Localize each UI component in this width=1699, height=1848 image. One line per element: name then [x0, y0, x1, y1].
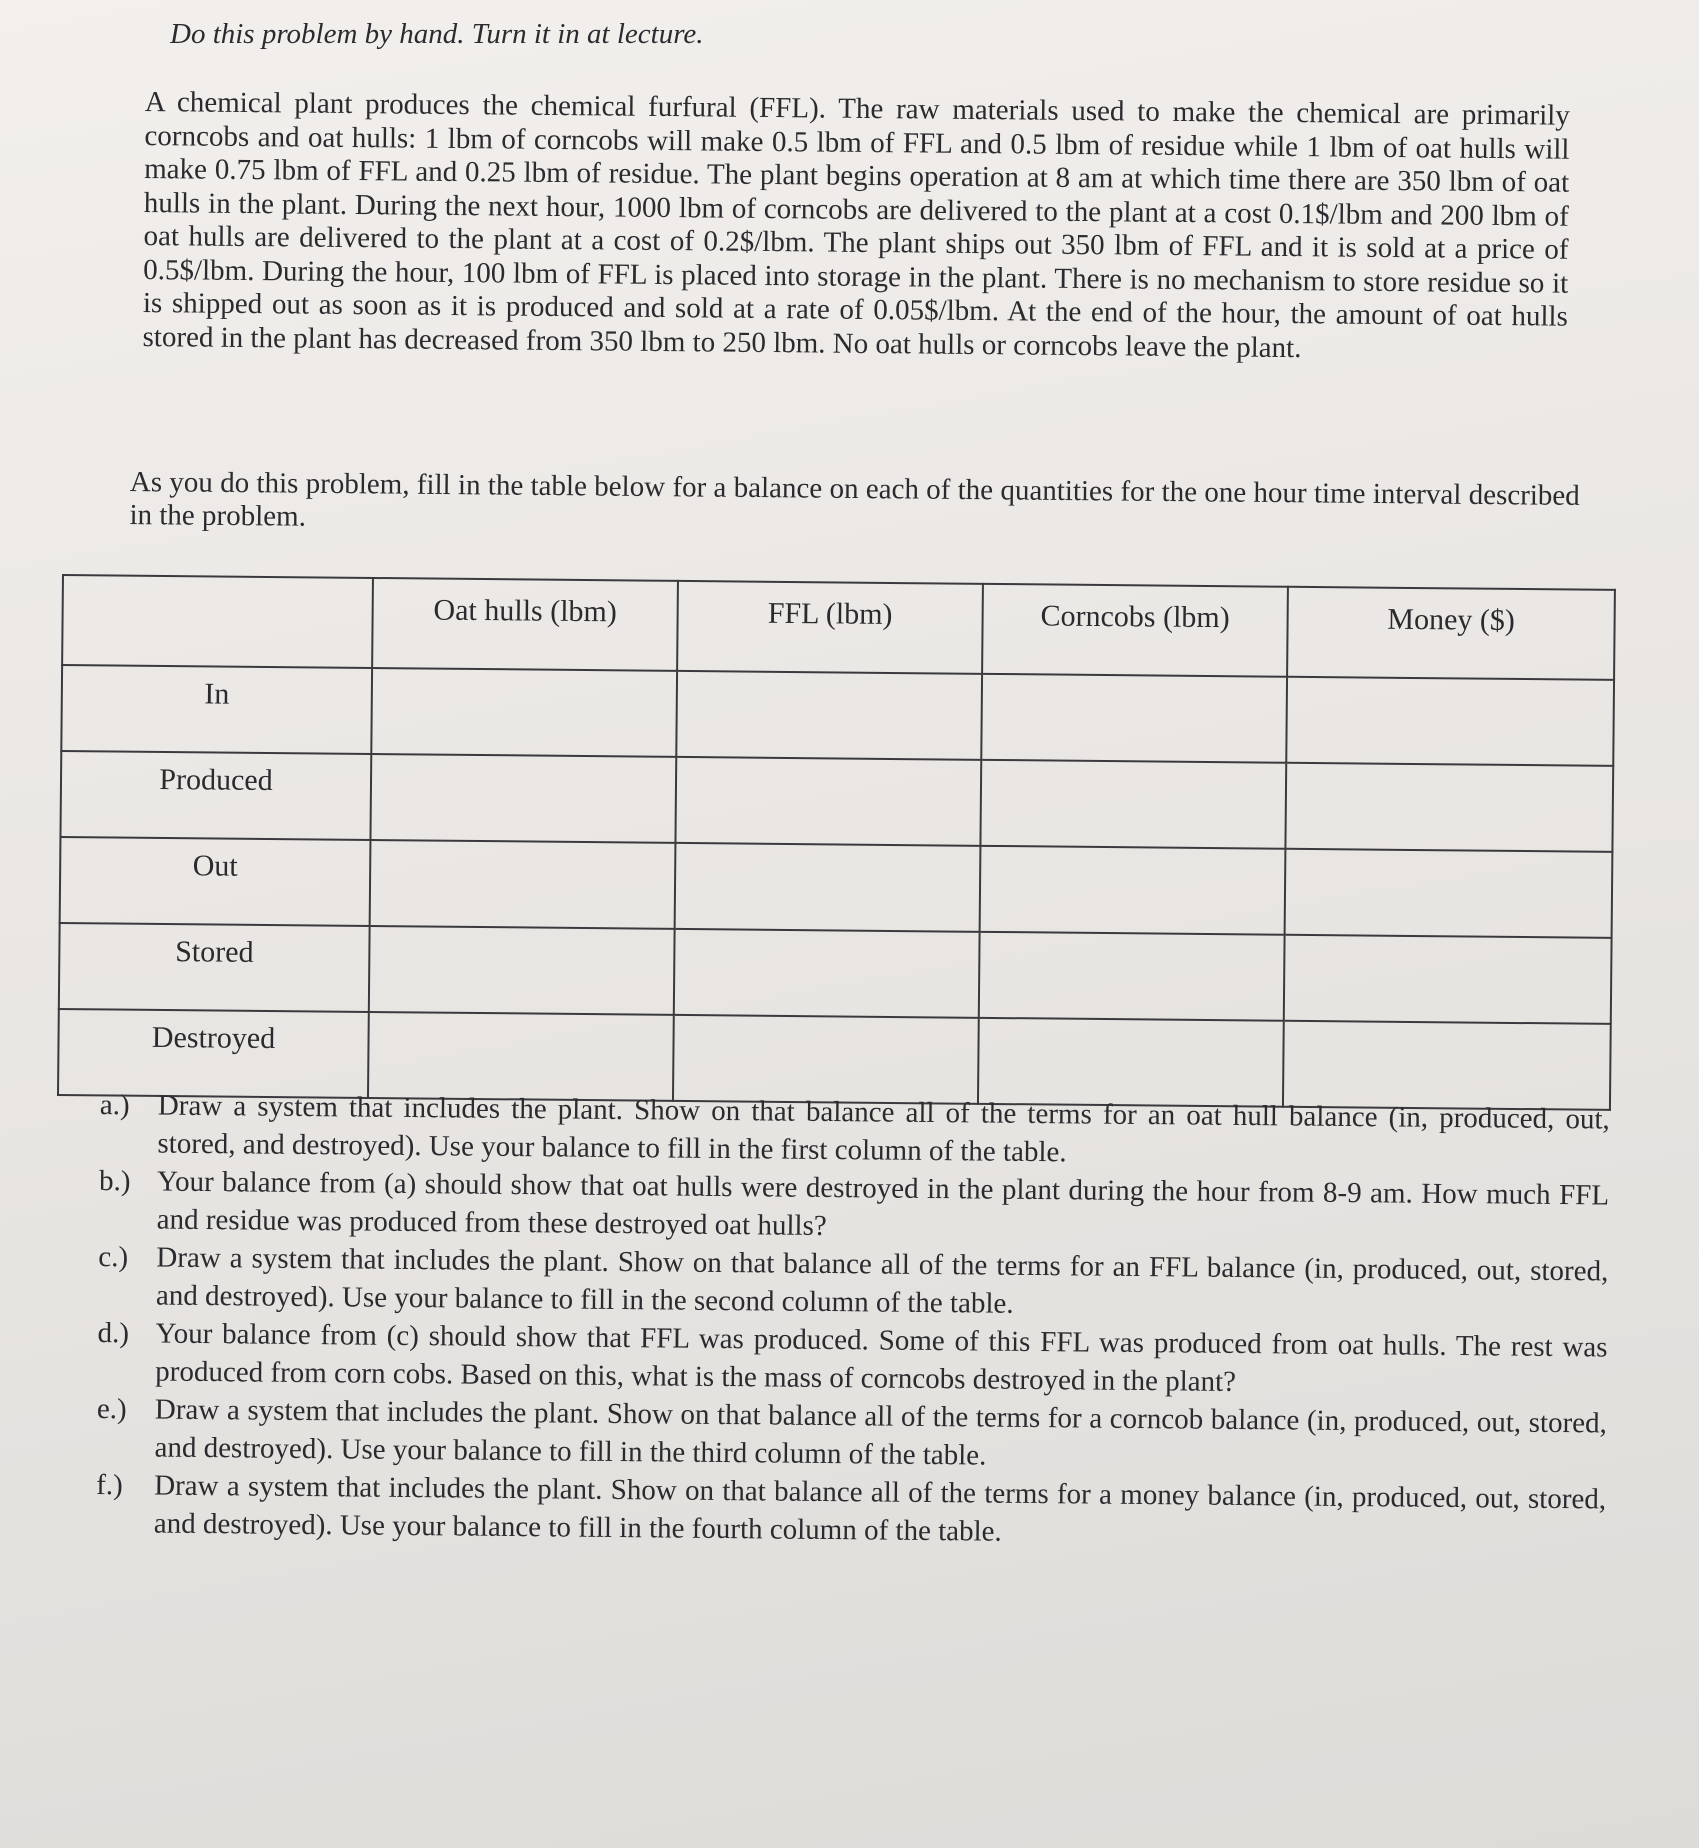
cell-in-oat-hulls[interactable] — [371, 668, 677, 757]
cell-destroyed-ffl[interactable] — [673, 1015, 979, 1104]
table-row — [61, 665, 1614, 766]
header-ffl: FFL (lbm) — [677, 581, 983, 674]
cell-stored-ffl[interactable] — [674, 929, 980, 1018]
cell-destroyed-corncobs[interactable] — [978, 1018, 1284, 1107]
table-row — [60, 837, 1613, 938]
list-item — [96, 1466, 1607, 1556]
row-label-out: Out — [60, 837, 371, 926]
question-text: Draw a system that includes the plant. Show on that balance all of the terms for an oat hull balance (in, produced, out, stored, and destroyed). Use your balance to fill in the first column of the table. — [157, 1089, 1610, 1169]
instruction-text: Do this problem by hand. Turn it in at lecture. — [170, 18, 704, 50]
cell-destroyed-money[interactable] — [1283, 1021, 1611, 1110]
cell-produced-corncobs[interactable] — [980, 760, 1286, 849]
cell-out-ffl[interactable] — [675, 843, 981, 932]
cell-out-oat-hulls[interactable] — [370, 840, 676, 929]
question-text: Draw a system that includes the plant. Show on that balance all of the terms for a corncob balance (in, produced, out, stored, and destroyed). Use your balance to fill in the third column of the table. — [154, 1393, 1607, 1472]
header-oat-hulls: Oat hulls (lbm) — [372, 578, 678, 671]
list-item — [97, 1314, 1608, 1404]
row-label-stored: Stored — [59, 923, 370, 1012]
question-text: Draw a system that includes the plant. Show on that balance all of the terms for a money balance (in, produced, out, stored, and destroyed). Use your balance to fill in the fourth column of the table. — [153, 1469, 1607, 1548]
question-text: Your balance from (c) should show that FFL was produced. Some of this FFL was produced from oat hulls. The rest was produced from corn cobs. Based on this, what is the mass of corncobs destroyed in the plant? — [155, 1317, 1608, 1398]
cell-destroyed-oat-hulls[interactable] — [368, 1012, 674, 1101]
row-label-produced: Produced — [60, 751, 371, 840]
cell-produced-oat-hulls[interactable] — [370, 754, 676, 843]
row-label-in: In — [61, 665, 372, 754]
list-item — [96, 1390, 1607, 1480]
question-label: d.) — [97, 1316, 130, 1350]
header-blank — [62, 575, 373, 668]
cell-in-corncobs[interactable] — [981, 674, 1287, 763]
cell-in-ffl[interactable] — [676, 671, 982, 760]
header-corncobs: Corncobs (lbm) — [982, 584, 1288, 677]
cell-stored-money[interactable] — [1284, 935, 1612, 1024]
header-money: Money ($) — [1287, 587, 1615, 680]
row-label-destroyed: Destroyed — [58, 1009, 369, 1098]
cell-produced-ffl[interactable] — [675, 757, 981, 846]
question-list — [96, 1086, 1610, 1556]
balance-table-container — [57, 574, 1614, 1111]
list-item — [99, 1086, 1610, 1176]
problem-statement: A chemical plant produces the chemical furfural (FFL). The raw materials used to make the chemical are primarily corncobs and oat hulls: 1 lbm of corncobs will make 0.5 lbm of FFL and 0.5 lbm of residue while 1 lbm of oat hulls will make 0.75 lbm of FFL and 0.25 lbm of residue. The plant begins operation at 8 am at which time there are 350 lbm of oat hulls in the plant. During the next hour, 1000 lbm of corncobs are delivered to the plant at a cost 0.1$/lbm and 200 lbm of oat hulls are delivered to the plant at a cost of 0.2$/lbm. The plant ships out 350 lbm of FFL and it is sold at a price of 0.5$/lbm. During the hour, 100 lbm of FFL is placed into storage in the plant. There is no mechanism to store residue so it is shipped out as soon as it is produced and sold at a rate of 0.05$/lbm. At the end of the hour, the amount of oat hulls stored in the plant has decreased from 350 lbm to 250 lbm. No oat hulls or corncobs leave the plant. — [142, 86, 1570, 364]
cell-out-money[interactable] — [1285, 849, 1613, 938]
cell-produced-money[interactable] — [1285, 763, 1613, 852]
cell-out-corncobs[interactable] — [980, 846, 1286, 935]
question-label: a.) — [99, 1088, 130, 1122]
cell-stored-corncobs[interactable] — [979, 932, 1285, 1021]
question-label: f.) — [96, 1468, 123, 1502]
balance-table — [57, 574, 1616, 1111]
cell-in-money[interactable] — [1286, 677, 1614, 766]
list-item — [99, 1162, 1610, 1252]
question-text: Your balance from (a) should show that oat hulls were destroyed in the plant during the hour from 8-9 am. How much FFL and residue was produced from these destroyed oat hulls? — [156, 1165, 1610, 1242]
question-label: b.) — [98, 1164, 131, 1198]
table-header-row — [62, 575, 1615, 680]
list-item — [98, 1238, 1609, 1328]
table-row — [59, 923, 1612, 1024]
question-text: Draw a system that includes the plant. Show on that balance all of the terms for an FFL balance (in, produced, out, stored, and destroyed). Use your balance to fill in the second column of the table. — [155, 1241, 1609, 1320]
question-label: c.) — [98, 1240, 129, 1274]
cell-stored-oat-hulls[interactable] — [369, 926, 675, 1015]
question-label: e.) — [96, 1392, 127, 1426]
table-row — [60, 751, 1613, 852]
table-instruction: As you do this problem, fill in the table below for a balance on each of the quantities for the one hour time interval described in the problem. — [129, 466, 1580, 533]
